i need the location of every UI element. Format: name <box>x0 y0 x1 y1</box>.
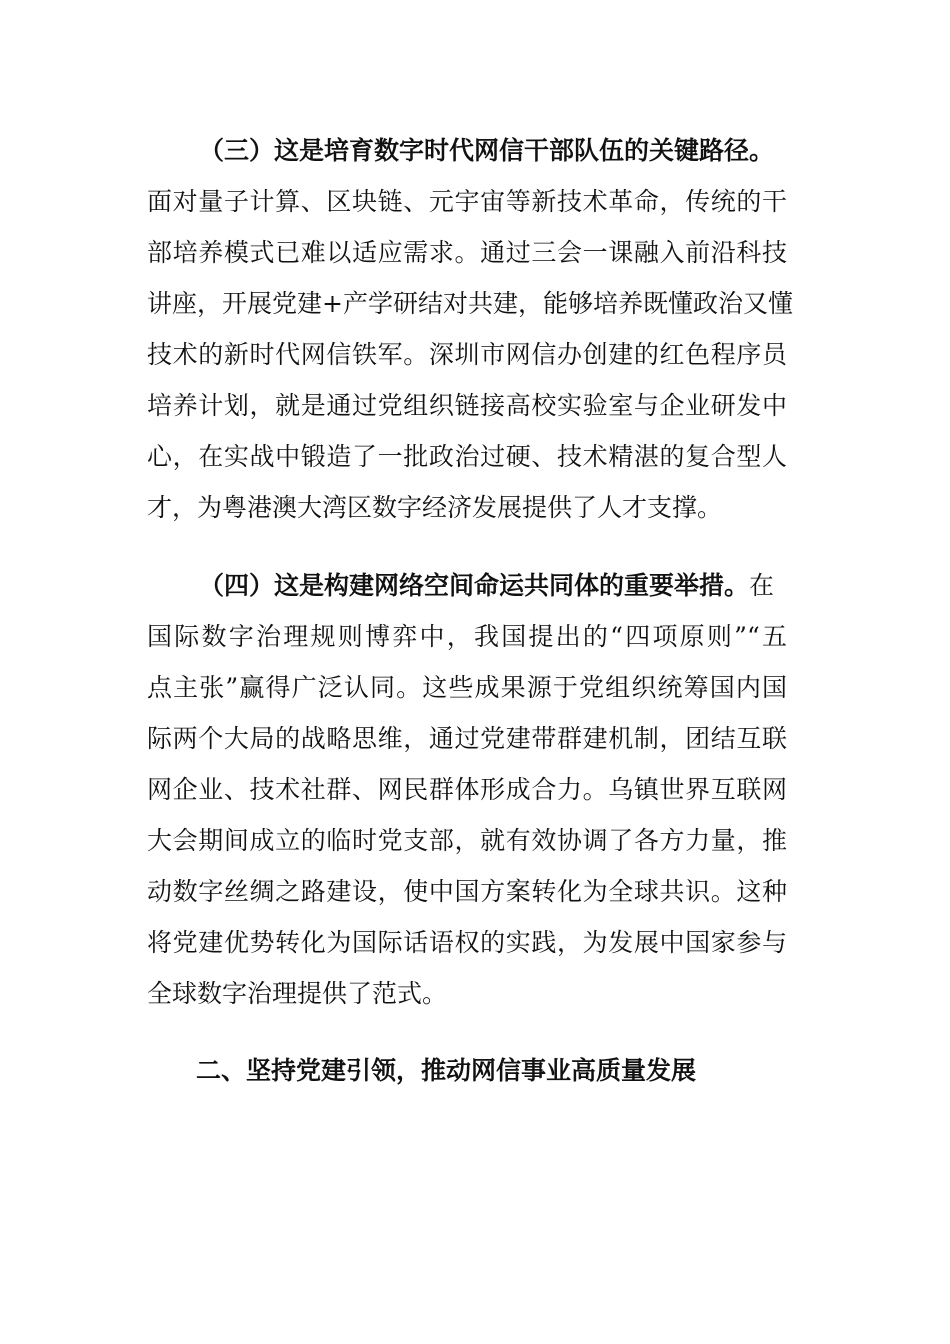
paragraph-3-line: 面对量子计算、区块链、元宇宙等新技术革命，传统的干 <box>147 187 787 216</box>
paragraph-3-line: 讲座，开展党建+产学研结对共建，能够培养既懂政治又懂 <box>147 289 793 318</box>
paragraph-3-line: 才，为粤港澳大湾区数字经济发展提供了人才支撑。 <box>147 493 723 522</box>
paragraph-4-line: 际两个大局的战略思维，通过党建带群建机制，团结互联 <box>147 724 787 753</box>
paragraph-3-lead-line <box>199 131 787 171</box>
paragraph-4-line: 网企业、技术社群、网民群体形成合力。乌镇世界互联网 <box>147 775 787 804</box>
paragraph-3-line: 技术的新时代网信铁军。深圳市网信办创建的红色程序员 <box>147 340 787 369</box>
paragraph-4-line: 大会期间成立的临时党支部，就有效协调了各方力量，推 <box>147 826 787 855</box>
paragraph-4-lead-line <box>199 566 787 606</box>
paragraph-4-lead-tail: 在 <box>749 571 775 600</box>
section-heading: 二、坚持党建引领，推动网信事业高质量发展 <box>196 1056 697 1085</box>
paragraph-4-lead: （四）这是构建网络空间命运共同体的重要举措。 <box>199 571 750 600</box>
paragraph-3-line: 心，在实战中锻造了一批政治过硬、技术精湛的复合型人 <box>147 442 787 471</box>
paragraph-4-line: 点主张”赢得广泛认同。这些成果源于党组织统筹国内国 <box>147 673 787 702</box>
paragraph-4-line: 全球数字治理提供了范式。 <box>147 979 448 1008</box>
paragraph-3-line: 培养计划，就是通过党组织链接高校实验室与企业研发中 <box>147 391 787 420</box>
paragraph-3-line: 部培养模式已难以适应需求。通过三会一课融入前沿科技 <box>147 238 787 267</box>
paragraph-4-line: 国际数字治理规则博弈中，我国提出的“四项原则”“五 <box>147 622 787 651</box>
paragraph-4-line: 动数字丝绸之路建设，使中国方案转化为全球共识。这种 <box>147 877 787 906</box>
paragraph-3-lead: （三）这是培育数字时代网信干部队伍的关键路径。 <box>199 136 775 165</box>
paragraph-4-line: 将党建优势转化为国际话语权的实践，为发展中国家参与 <box>147 928 787 957</box>
